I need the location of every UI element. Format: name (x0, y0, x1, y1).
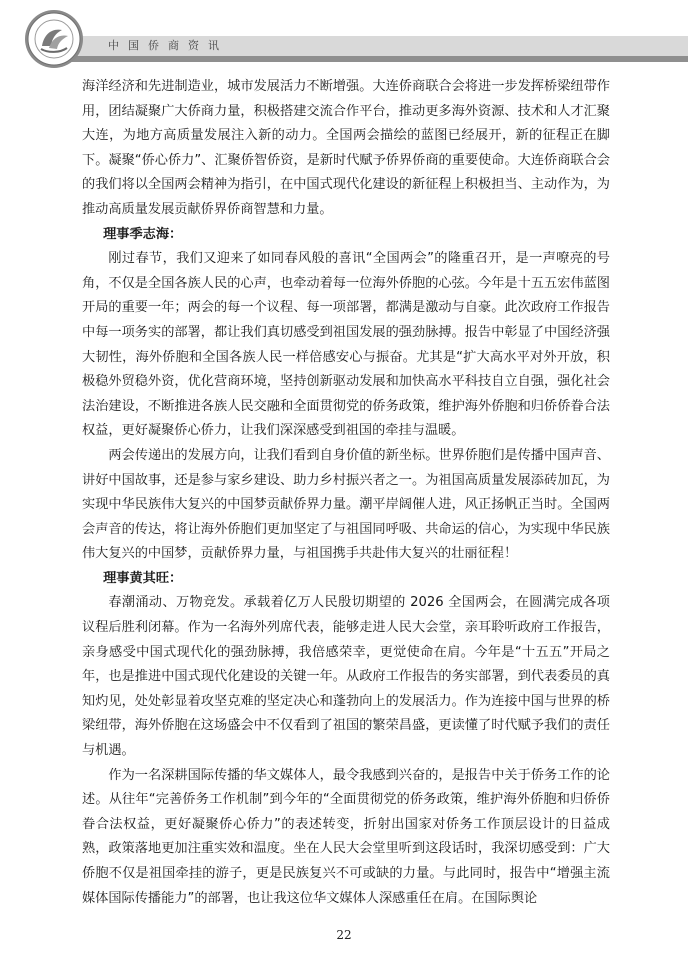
speaker-heading: 理事黄其旺： (103, 570, 183, 586)
header-band-rule (58, 56, 688, 62)
page-header (0, 0, 688, 74)
body-paragraph: 两会传递出的发展方向，让我们看到自身价值的新坐标。世界侨胞们是传播中国声音、讲好中国故事，还是参与家乡建设、助力乡村振兴者之一。为祖国高质量发展添砖加瓦，为实现中华民族伟大复兴的中国梦贡献侨界力量。潮平岸阔催人进，风正扬帆正当时。全国两会声音的传达，将让海外侨胞们更加坚定了与祖国同呼吸、共命运的信心，为实现中华民族伟大复兴的中国梦，贡献侨界力量，与祖国携手共赴伟大复兴的壮丽征程！ (82, 447, 610, 562)
body-paragraph: 海洋经济和先进制造业，城市发展活力不断增强。大连侨商联合会将进一步发挥桥梁纽带作用，团结凝聚广大侨商力量，积极搭建交流合作平台，推动更多海外资源、技术和人才汇聚大连，为地方高质量发展注入新的动力。全国两会描绘的蓝图已经展开，新的征程正在脚下。凝聚“侨心侨力”、汇聚侨智侨资，是新时代赋予侨界侨商的重要使命。大连侨商联合会的我们将以全国两会精神为指引，在中国式现代化建设的新征程上积极担当、主动作为，为推动高质量发展贡献侨界侨商智慧和力量。 (82, 79, 610, 217)
speaker-heading: 理事季志海： (103, 226, 183, 242)
body-paragraph: 春潮涌动、万物竞发。承载着亿万人民殷切期望的 2026 全国两会，在圆满完成各项议程后胜利闭幕。作为一名海外列席代表，能够走进人民大会堂，亲耳聆听政府工作报告，亲身感受中国式现代化的强劲脉搏，我倍感荣幸，更觉使命在肩。今年是“十五五”开局之年，也是推进中国式现代化建设的关键一年。从政府工作报告的务实部署，到代表委员的真知灼见，处处彰显着攻坚克难的坚定决心和蓬勃向上的发展活力。作为连接中国与世界的桥梁纽带，海外侨胞在这场盛会中不仅看到了祖国的繁荣昌盛，更读懂了时代赋予我们的责任与机遇。 (82, 595, 610, 759)
article-body (82, 75, 610, 911)
body-paragraph: 刚过春节，我们又迎来了如同春风般的喜讯“全国两会”的隆重召开，是一声嘹亮的号角，不仅是全国各族人民的心声，也牵动着每一位海外侨胞的心弦。今年是十五五宏伟蓝图开局的重要一年；两会的每一个议程、每一项部署，都满是激动与自豪。此次政府工作报告中每一项务实的部署，都让我们真切感受到祖国发展的强劲脉搏。报告中彰显了中国经济强大韧性，海外侨胞和全国各族人民一样倍感安心与振奋。尤其是“扩大高水平对外开放，积极稳外贸稳外资，优化营商环境，坚持创新驱动发展和加快高水平科技自立自强，强化社会法治建设，不断推进各族人民交融和全面贯彻党的侨务政策，维护海外侨胞和归侨侨眷合法权益，更好凝聚侨心侨力，让我们深深感受到祖国的牵挂与温暖。 (82, 251, 610, 439)
header-title: 中国侨商资讯 (108, 39, 228, 52)
page-number: 22 (336, 928, 352, 942)
chamber-logo-icon (12, 8, 96, 70)
body-paragraph: 作为一名深耕国际传播的华文媒体人，最令我感到兴奋的，是报告中关于侨务工作的论述。从往年“完善侨务工作机制”到今年的“全面贯彻党的侨务政策，维护海外侨胞和归侨侨眷合法权益，更好凝聚侨心侨力”的表述转变，折射出国家对侨务工作顶层设计的日益成熟，政策落地更加注重实效和温度。坐在人民大会堂里听到这段话时，我深切感受到：广大侨胞不仅是祖国牵挂的游子，更是民族复兴不可或缺的力量。与此同时，报告中“增强主流媒体国际传播能力”的部署，也让我这位华文媒体人深感重任在肩。在国际舆论 (82, 767, 610, 906)
